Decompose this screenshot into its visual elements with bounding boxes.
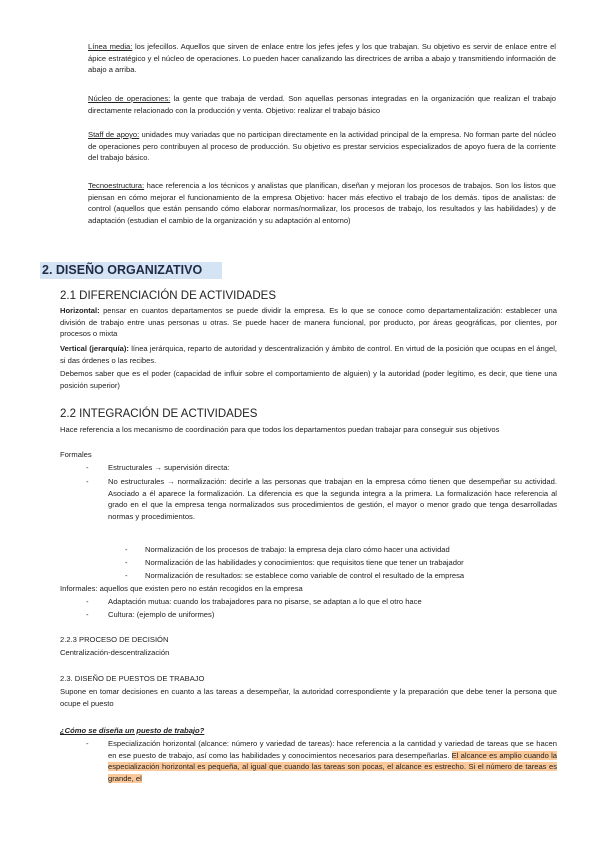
paragraph-poder: Debemos saber que es el poder (capacidad de influir sobre el comportamiento de alguien) y la autoridad (poder legítimo, es decir, que tiene una posición superior) bbox=[60, 369, 557, 390]
bullet-dash: - bbox=[86, 610, 89, 619]
paragraph-staff-apoyo bbox=[88, 129, 556, 164]
text-adaptacion-mutua: Adaptación mutua: cuando los trabajadores para no pisarse, se adaptan a lo que el otro hace bbox=[108, 597, 422, 606]
text-sub-item-1: Normalización de los procesos de trabajo: la empresa deja claro cómo hacer una actividad bbox=[145, 545, 450, 554]
term-horizontal: Horizontal: bbox=[60, 306, 100, 315]
list-item-adaptacion-mutua bbox=[86, 596, 557, 608]
heading-proceso-decision: 2.2.3 PROCESO DE DECISIÓN bbox=[60, 635, 169, 644]
question-text: ¿Cómo se diseña un puesto de trabajo? bbox=[60, 726, 205, 735]
bullet-dash: - bbox=[125, 558, 128, 567]
list-item-cultura bbox=[86, 609, 557, 621]
label-informales: Informales: aquellos que existen pero no están recogidos en la empresa bbox=[60, 584, 303, 593]
term-tecnoestructura: Tecnoestructura: bbox=[88, 181, 145, 190]
term-nucleo-operaciones: Núcleo de operaciones: bbox=[88, 94, 171, 103]
text-staff-apoyo: unidades muy variadas que no participan directamente en la actividad principal de la empresa. No forman parte del núcleo de operaciones pero contribuyen al proceso de producción. Su objetivo es prestar servicios especializados de apoyo fuera de la corriente del trabajo básico. bbox=[88, 130, 556, 163]
heading-integracion-actividades: 2.2 INTEGRACIÓN DE ACTIVIDADES bbox=[60, 408, 258, 420]
text-estructurales: Estructurales → supervisión directa: bbox=[108, 463, 230, 472]
bullet-dash: - bbox=[125, 545, 128, 554]
bullet-dash: - bbox=[125, 571, 128, 580]
list-item-especializacion-horizontal bbox=[86, 738, 557, 785]
paragraph-integracion-intro: Hace referencia a los mecanismo de coordinación para que todos los departamentos puedan trabajar para conseguir sus objetivos bbox=[60, 425, 500, 434]
bullet-dash: - bbox=[86, 477, 89, 486]
term-linea-media: Línea media: bbox=[88, 42, 133, 51]
term-vertical: Vertical (jerarquía): bbox=[60, 344, 129, 353]
section-heading-diseno-organizativo: 2. DISEÑO ORGANIZATIVO bbox=[40, 262, 222, 279]
text-especializacion-plain: Especialización horizontal (alcance: número y variedad de tareas): hace referencia a la cantidad y variedad de tareas que se hacen en ese puesto de trabajo, así como las habilidades y conocimientos necesarios para desempeñarlas. bbox=[108, 739, 557, 760]
list-item-no-estructurales bbox=[86, 476, 557, 522]
label-formales: Formales bbox=[60, 450, 92, 459]
paragraph-vertical bbox=[60, 343, 557, 366]
term-staff-apoyo: Staff de apoyo: bbox=[88, 130, 140, 139]
paragraph-tecnoestructura bbox=[88, 180, 556, 226]
text-linea-media: los jefecillos. Aquellos que sirven de enlace entre los jefes jefes y los que trabajan. Su objetivo es servir de enlace entre el ápice estratégico y el núcleo de operaciones. Lo pueden hacer canalizando las directrices de arriba a abajo y transmitiendo información de abajo a arriba. bbox=[88, 42, 556, 75]
paragraph-diseno-puestos: Supone en tomar decisiones en cuanto a las tareas a desempeñar, la autoridad correspondiente y la preparación que debe tener la persona que ocupe el puesto bbox=[60, 687, 557, 708]
text-sub-item-3: Normalización de resultados: se establece como variable de control el resultado de la empresa bbox=[145, 571, 465, 580]
bullet-dash: - bbox=[86, 739, 89, 748]
text-vertical: línea jerárquica, reparto de autoridad y descentralización y ámbito de control. En virtud de la posición que ocupas en el ángel, si das órdenes o las recibes. bbox=[60, 344, 557, 365]
text-centralizacion: Centralización-descentralización bbox=[60, 648, 170, 657]
list-item-estructurales bbox=[86, 462, 557, 474]
question-diseno-puesto bbox=[60, 725, 557, 737]
paragraph-linea-media bbox=[88, 41, 556, 76]
text-tecnoestructura: hace referencia a los técnicos y analistas que planifican, diseñan y mejoran los procesos de trabajos. Son los listos que piensan en cómo mejorar el funcionamiento de la empresa Objetivo: hacer más efectivo el trabajo de los demás. tipos de analistas: de control (aquellos que están pensando cómo elaborar normas/normalizar, los procesos de trabajo, los resultados y las habilidades) y de adaptación (estudian el cambio de la organización y su adaptación al entorno) bbox=[88, 181, 556, 225]
sub-list-item-habilidades bbox=[125, 557, 557, 569]
sub-list-item-procesos bbox=[125, 544, 557, 556]
heading-diferenciacion-actividades: 2.1 DIFERENCIACIÓN DE ACTIVIDADES bbox=[60, 290, 276, 302]
text-cultura: Cultura: (ejemplo de uniformes) bbox=[108, 610, 215, 619]
text-nucleo-operaciones: la gente que trabaja de verdad. Son aquellas personas integradas en la organización que realizan el trabajo directamente relacionado con la producción y venta. Objetivo: realizar el trabajo básico bbox=[88, 94, 556, 115]
heading-diseno-puestos: 2.3. DISEÑO DE PUESTOS DE TRABAJO bbox=[60, 674, 205, 683]
bullet-dash: - bbox=[86, 463, 89, 472]
text-no-estructurales: No estructurales → normalización: decirle a las personas que trabajan en la empresa cómo tienen que desempeñar su actividad. Asociado a él aparece la formalización. La diferencia es que la segunda integra a la primera. La formalización hace referencia al grado en el que la empresa tenga normalizados sus procedimientos de gestión, el mayor o menor grado que tenga desarrolladas normas y procedimientos. bbox=[108, 477, 557, 521]
text-horizontal: pensar en cuantos departamentos se puede dividir la empresa. Es lo que se conoce como departamentalización: establecer una división de trabajo entre unas personas u otras. Se puede hacer de manera funcional, por producto, por áreas geográficas, por clientes, por procesos o mixta bbox=[60, 306, 557, 339]
sub-list-item-resultados bbox=[125, 570, 557, 582]
text-sub-item-2: Normalización de las habilidades y conocimientos: que requisitos tiene que tener un trabajador bbox=[145, 558, 464, 567]
paragraph-nucleo-operaciones bbox=[88, 93, 556, 116]
bullet-dash: - bbox=[86, 597, 89, 606]
paragraph-horizontal bbox=[60, 305, 557, 340]
text-especializacion-highlight: El alcance es amplio cuando la especialización horizontal es pequeña, al igual que cuando las tareas son pocas, el alcance es estrecho. Si el número de tareas es grande, el bbox=[108, 750, 557, 784]
